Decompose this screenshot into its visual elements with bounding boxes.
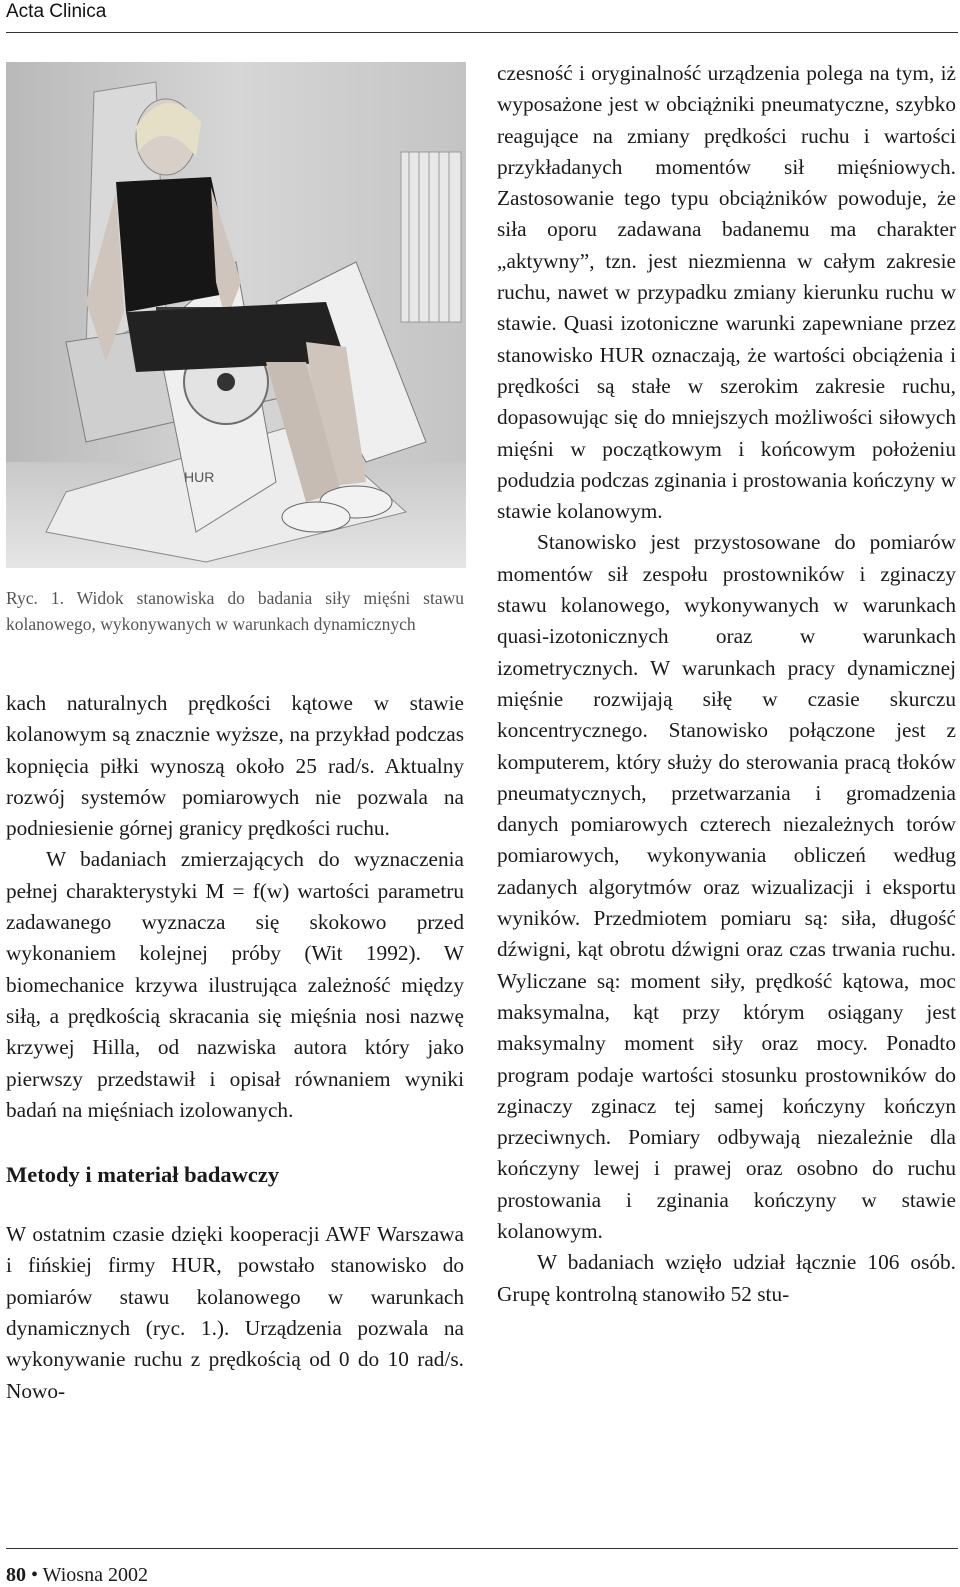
paragraph: Stanowisko jest przystosowane do pomiarów momentów sił zespołu prostowników i zginaczy stawu kolanowego, wykonywanych w warunkach quasi-izotonicznych oraz w warunkach izometrycznych. W warunkach pracy dynamicznej mięśnie rozwijają siłę w czasie skurczu koncentrycznego. Stanowisko połączone jest z komputerem, który służy do sterowania pracą tłoków pneumatycznych, przetwarzania i gromadzenia danych pomiarowych czterech niezależnych torów pomiarowych, wykonywania obliczeń według zadanych algorytmów oraz wizualizacji i eksportu wyników. Przedmiotem pomiaru są: siła, długość dźwigni, kąt obrotu dźwigni oraz czas trwania ruchu. Wyliczane są: moment siły, prędkość kątowa, moc maksymalna, kąt przy którym osiągany jest maksymalny moment siły oraz mocy. Ponadto program podaje wartości stosunku prostowników do zginaczy zginacz tej samej kończyny kończyn przeciwnych. Pomiary odbywają niezależnie dla kończyny lewej i prawej oraz osobno do ruchu prostowania i zginania kończyny w stawie kolanowym. <box>497 530 956 1243</box>
page-number: 80 <box>6 1564 26 1586</box>
issue-label: Wiosna 2002 <box>42 1564 148 1586</box>
paragraph: czesność i oryginalność urządzenia polega na tym, iż wyposażone jest w obciążniki pneumatyczne, szybko reagujące na zmiany prędkości ruchu i wartości przykładanych momentów sił mięśniowych. Zastosowanie tego typu obciążników powoduje, że siła oporu zadawana badanemu ma charakter „aktywny”, tzn. jest niezmienna w całym zakresie ruchu, nawet w przypadku zmiany kierunku ruchu w stawie. Quasi izotoniczne warunki zapewniane przez stanowisko HUR oznaczają, że wartości obciążenia i prędkości są stałe w szerokim zakresie ruchu, dopasowując się do mniejszych możliwości siłowych mięśni w początkowym i końcowym położeniu podudzia podczas zginania i prostowania kończyny w stawie kolanowym. <box>497 61 956 524</box>
figure-caption: Ryc. 1. Widok stanowiska do badania siły mięśni stawu kolanowego, wykonywanych w warunkach dynamicznych <box>6 588 464 634</box>
paragraph: kach naturalnych prędkości kątowe w stawie kolanowym są znacznie wyższe, na przykład podczas kopnięcia piłki wynoszą około 25 rad/s. Aktualny rozwój systemów pomiarowych nie pozwala na podniesienie górnej granicy prędkości ruchu. <box>6 691 464 841</box>
journal-name: Acta Clinica <box>6 1 107 22</box>
page-footer <box>6 1548 958 1586</box>
running-header <box>6 0 958 33</box>
footer-text <box>6 1564 148 1587</box>
knee-dynamometer-photo <box>6 62 466 568</box>
footer-bullet: • <box>31 1564 39 1586</box>
figure-photo <box>6 62 466 568</box>
paragraph: W ostatnim czasie dzięki kooperacji AWF Warszawa i fińskiej firmy HUR, powstało stanowisko do pomiarów stawu kolanowego w warunkach dynamicznych (ryc. 1.). Urządzenia pozwala na wykonywanie ruchu z prędkością od 0 do 10 rad/s. Nowo- <box>6 1222 464 1403</box>
paragraph: W badaniach wzięło udział łącznie 106 osób. Grupę kontrolną stanowiło 52 stu- <box>497 1250 956 1306</box>
right-column <box>497 58 956 1310</box>
device-label: HUR <box>184 469 215 485</box>
left-column <box>6 688 464 1407</box>
section-heading: Metody i materiał badawczy <box>6 1162 280 1188</box>
paragraph: W badaniach zmierzających do wyznaczenia pełnej charakterystyki M = f(w) wartości parametru zadawanego wyznacza się skokowo przed wykonaniem kolejnej próby (Wit 1992). W biomechanice krzywa ilustrująca zależność między siłą, a prędkością skracania się mięśnia nosi nazwę krzywej Hilla, od nazwiska autora który jako pierwszy przedstawił i opisał równaniem wyniki badań na mięśniach izolowanych. <box>6 847 464 1122</box>
